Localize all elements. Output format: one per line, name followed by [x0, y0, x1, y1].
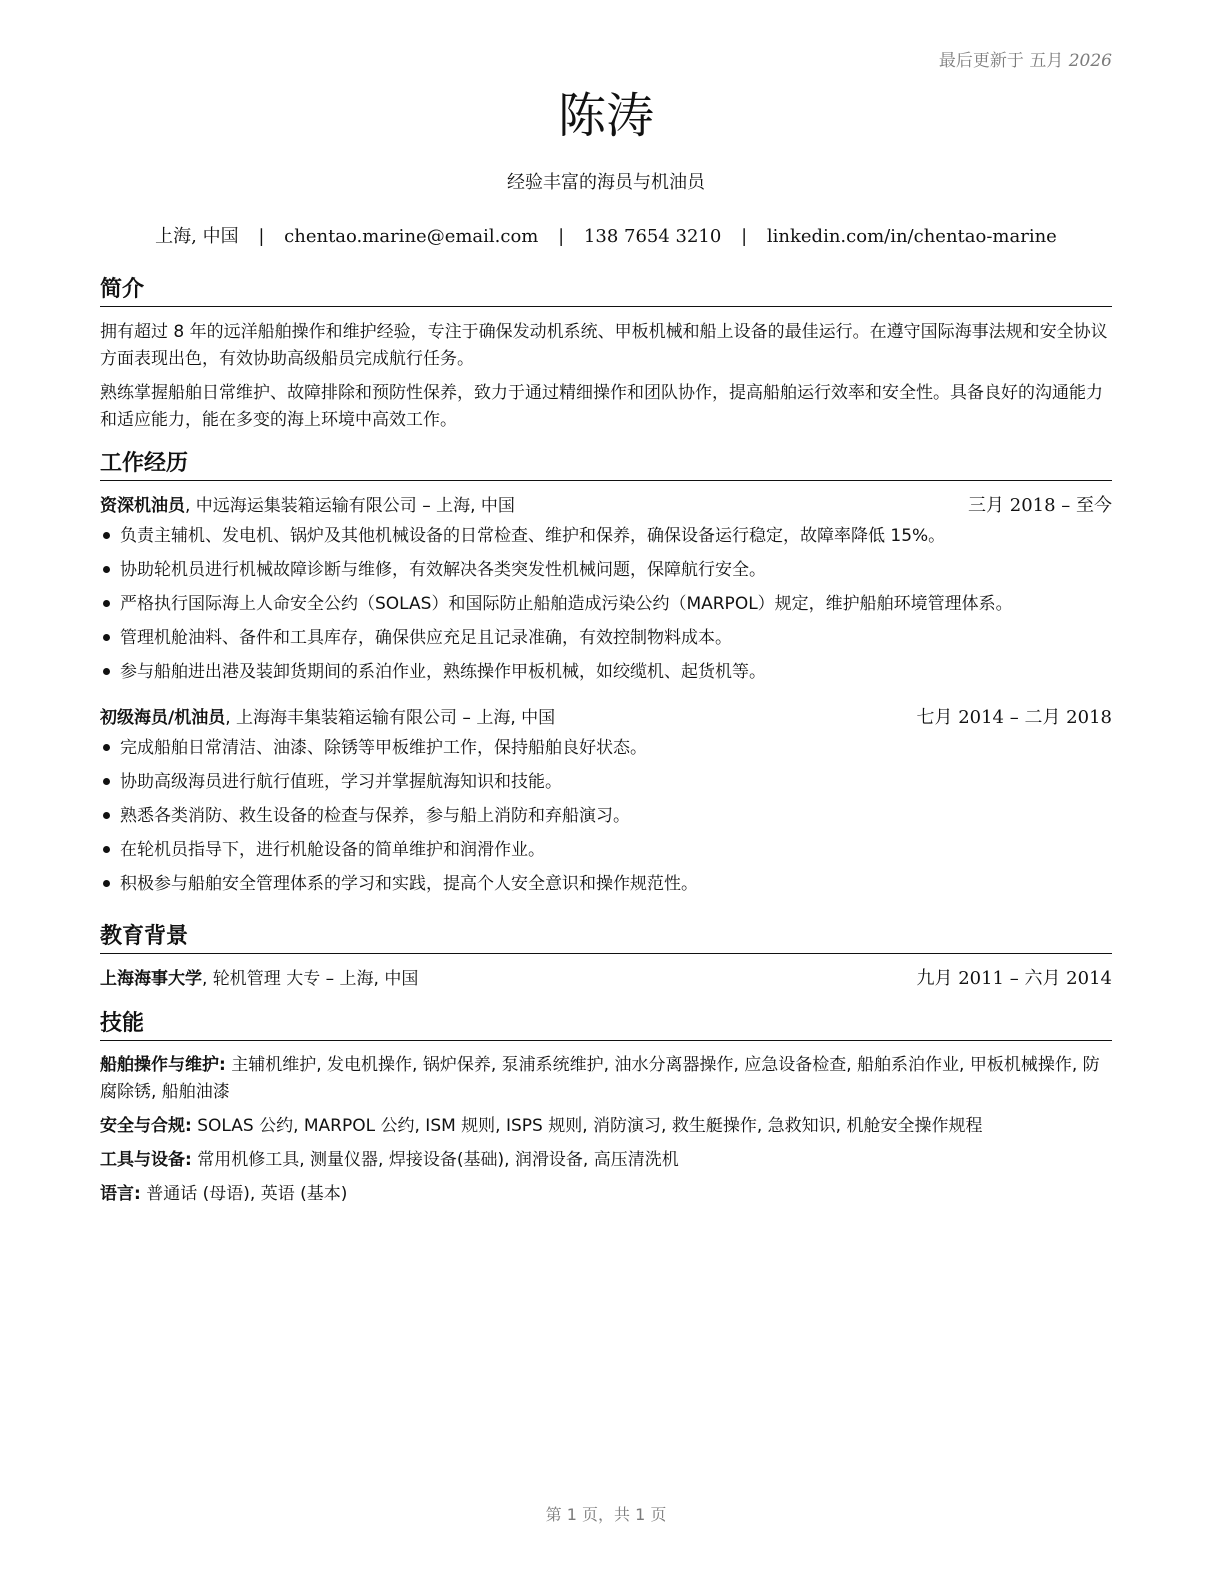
skill-group: [100, 1181, 1112, 1208]
education-dates: 九月 2011 – 六月 2014: [916, 968, 1112, 989]
list-item: [100, 867, 1112, 901]
job-dates: 七月 2014 – 二月 2018: [916, 707, 1112, 728]
bullet-text: 协助高级海员进行航行值班，学习并掌握航海知识和技能。: [120, 772, 562, 792]
bullet-icon: [103, 668, 110, 675]
last-updated-year: 2026: [1068, 51, 1112, 71]
bullet-icon: [103, 880, 110, 887]
bullet-icon: [103, 846, 110, 853]
list-item: [100, 553, 1112, 587]
list-item: [100, 765, 1112, 799]
job-header: [100, 493, 1112, 519]
job-org: , 中远海运集装箱运输有限公司 – 上海, 中国: [185, 496, 515, 516]
contact-line: [100, 225, 1112, 249]
bullet-icon: [103, 532, 110, 539]
education-section: [100, 923, 1112, 992]
summary-paragraph: 拥有超过 8 年的远洋船舶操作和维护经验，专注于确保发动机系统、甲板机械和船上设备的最佳运行。在遵守国际海事法规和安全协议方面表现出色，有效协助高级船员完成航行任务。: [100, 322, 1108, 369]
candidate-headline: 经验丰富的海员与机油员: [507, 172, 705, 193]
section-title-summary: 简介: [100, 276, 1112, 307]
summary-section: [100, 276, 1112, 434]
bullet-icon: [103, 812, 110, 819]
list-item: [100, 655, 1112, 689]
skill-group-items: 普通话 (母语), 英语 (基本): [140, 1184, 348, 1204]
summary-paragraph: 熟练掌握船舶日常维护、故障排除和预防性保养，致力于通过精细操作和团队协作，提高船舶运行效率和安全性。具备良好的沟通能力和适应能力，能在多变的海上环境中高效工作。: [100, 383, 1103, 430]
job-dates: 三月 2018 – 至今: [968, 495, 1112, 516]
bullet-text: 积极参与船舶安全管理体系的学习和实践，提高个人安全意识和操作规范性。: [120, 874, 698, 894]
job-title-line: [100, 705, 555, 731]
skill-group-label: 工具与设备:: [100, 1150, 192, 1170]
bullet-icon: [103, 744, 110, 751]
contact-linkedin-link[interactable]: linkedin.com/in/chentao-marine: [766, 226, 1057, 247]
bullet-icon: [103, 778, 110, 785]
bullet-text: 严格执行国际海上人命安全公约（SOLAS）和国际防止船舶造成污染公约（MARPOL）规定，维护船舶环境管理体系。: [120, 594, 1013, 614]
bullet-text: 在轮机员指导下，进行机舱设备的简单维护和润滑作业。: [120, 840, 545, 860]
job-bullets: [100, 519, 1112, 689]
candidate-name: 陈涛: [557, 88, 654, 144]
skill-group: [100, 1113, 1112, 1140]
skill-group-items: 主辅机维护, 发电机操作, 锅炉保养, 泵浦系统维护, 油水分离器操作, 应急设备检查, 船舶系泊作业, 甲板机械操作, 防腐除锈, 船舶油漆: [100, 1055, 1100, 1102]
bullet-text: 管理机舱油料、备件和工具库存，确保供应充足且记录准确，有效控制物料成本。: [120, 628, 732, 648]
job-bullets: [100, 731, 1112, 901]
contact-separator: |: [258, 226, 265, 247]
contact-location: 上海, 中国: [155, 226, 239, 247]
list-item: [100, 621, 1112, 655]
bullet-icon: [103, 634, 110, 641]
skill-group: [100, 1147, 1112, 1174]
bullet-icon: [103, 566, 110, 573]
bullet-text: 协助轮机员进行机械故障诊断与维修，有效解决各类突发性机械问题，保障航行安全。: [120, 560, 766, 580]
education-detail: , 轮机管理 大专 – 上海, 中国: [202, 969, 419, 989]
job-role: 资深机油员: [100, 496, 185, 516]
job-header: [100, 705, 1112, 731]
skill-group-label: 安全与合规:: [100, 1116, 192, 1136]
education-entry: [100, 966, 1112, 992]
bullet-icon: [103, 600, 110, 607]
job-entry: [100, 705, 1112, 901]
skill-group-items: SOLAS 公约, MARPOL 公约, ISM 规则, ISPS 规则, 消防演习, 救生艇操作, 急救知识, 机舱安全操作规程: [191, 1116, 983, 1136]
contact-separator: |: [741, 226, 748, 247]
list-item: [100, 519, 1112, 553]
bullet-text: 负责主辅机、发电机、锅炉及其他机械设备的日常检查、维护和保养，确保设备运行稳定，故障率降低 15%。: [120, 526, 946, 546]
page-number: 第 1 页，共 1 页: [545, 1505, 667, 1524]
job-title-line: [100, 493, 515, 519]
job-org: , 上海海丰集装箱运输有限公司 – 上海, 中国: [225, 708, 556, 728]
contact-phone: 138 7654 3210: [583, 226, 722, 247]
skill-group-label: 船舶操作与维护:: [100, 1055, 226, 1075]
contact-separator: |: [558, 226, 565, 247]
job-role: 初级海员/机油员: [100, 708, 226, 728]
experience-section: [100, 450, 1112, 901]
section-title-skills: 技能: [100, 1010, 1112, 1041]
bullet-text: 熟悉各类消防、救生设备的检查与保养，参与船上消防和弃船演习。: [120, 806, 630, 826]
job-entry: [100, 493, 1112, 689]
education-line: [100, 966, 418, 992]
list-item: [100, 799, 1112, 833]
bullet-text: 完成船舶日常清洁、油漆、除锈等甲板维护工作，保持船舶良好状态。: [120, 738, 647, 758]
section-title-experience: 工作经历: [100, 450, 1112, 481]
list-item: [100, 731, 1112, 765]
contact-email-link[interactable]: chentao.marine@email.com: [284, 226, 539, 247]
list-item: [100, 833, 1112, 867]
bullet-text: 参与船舶进出港及装卸货期间的系泊作业，熟练操作甲板机械，如绞缆机、起货机等。: [120, 662, 766, 682]
list-item: [100, 587, 1112, 621]
school-name: 上海海事大学: [100, 969, 202, 989]
skill-group-items: 常用机修工具, 测量仪器, 焊接设备(基础), 润滑设备, 高压清洗机: [191, 1150, 679, 1170]
skill-group: [100, 1052, 1112, 1106]
section-title-education: 教育背景: [100, 923, 1112, 954]
last-updated-prefix: 最后更新于 五月: [938, 51, 1064, 71]
skill-group-label: 语言:: [100, 1184, 141, 1204]
skills-section: [100, 1010, 1112, 1215]
resume-page: [100, 0, 1112, 1584]
last-updated: [939, 46, 1112, 71]
